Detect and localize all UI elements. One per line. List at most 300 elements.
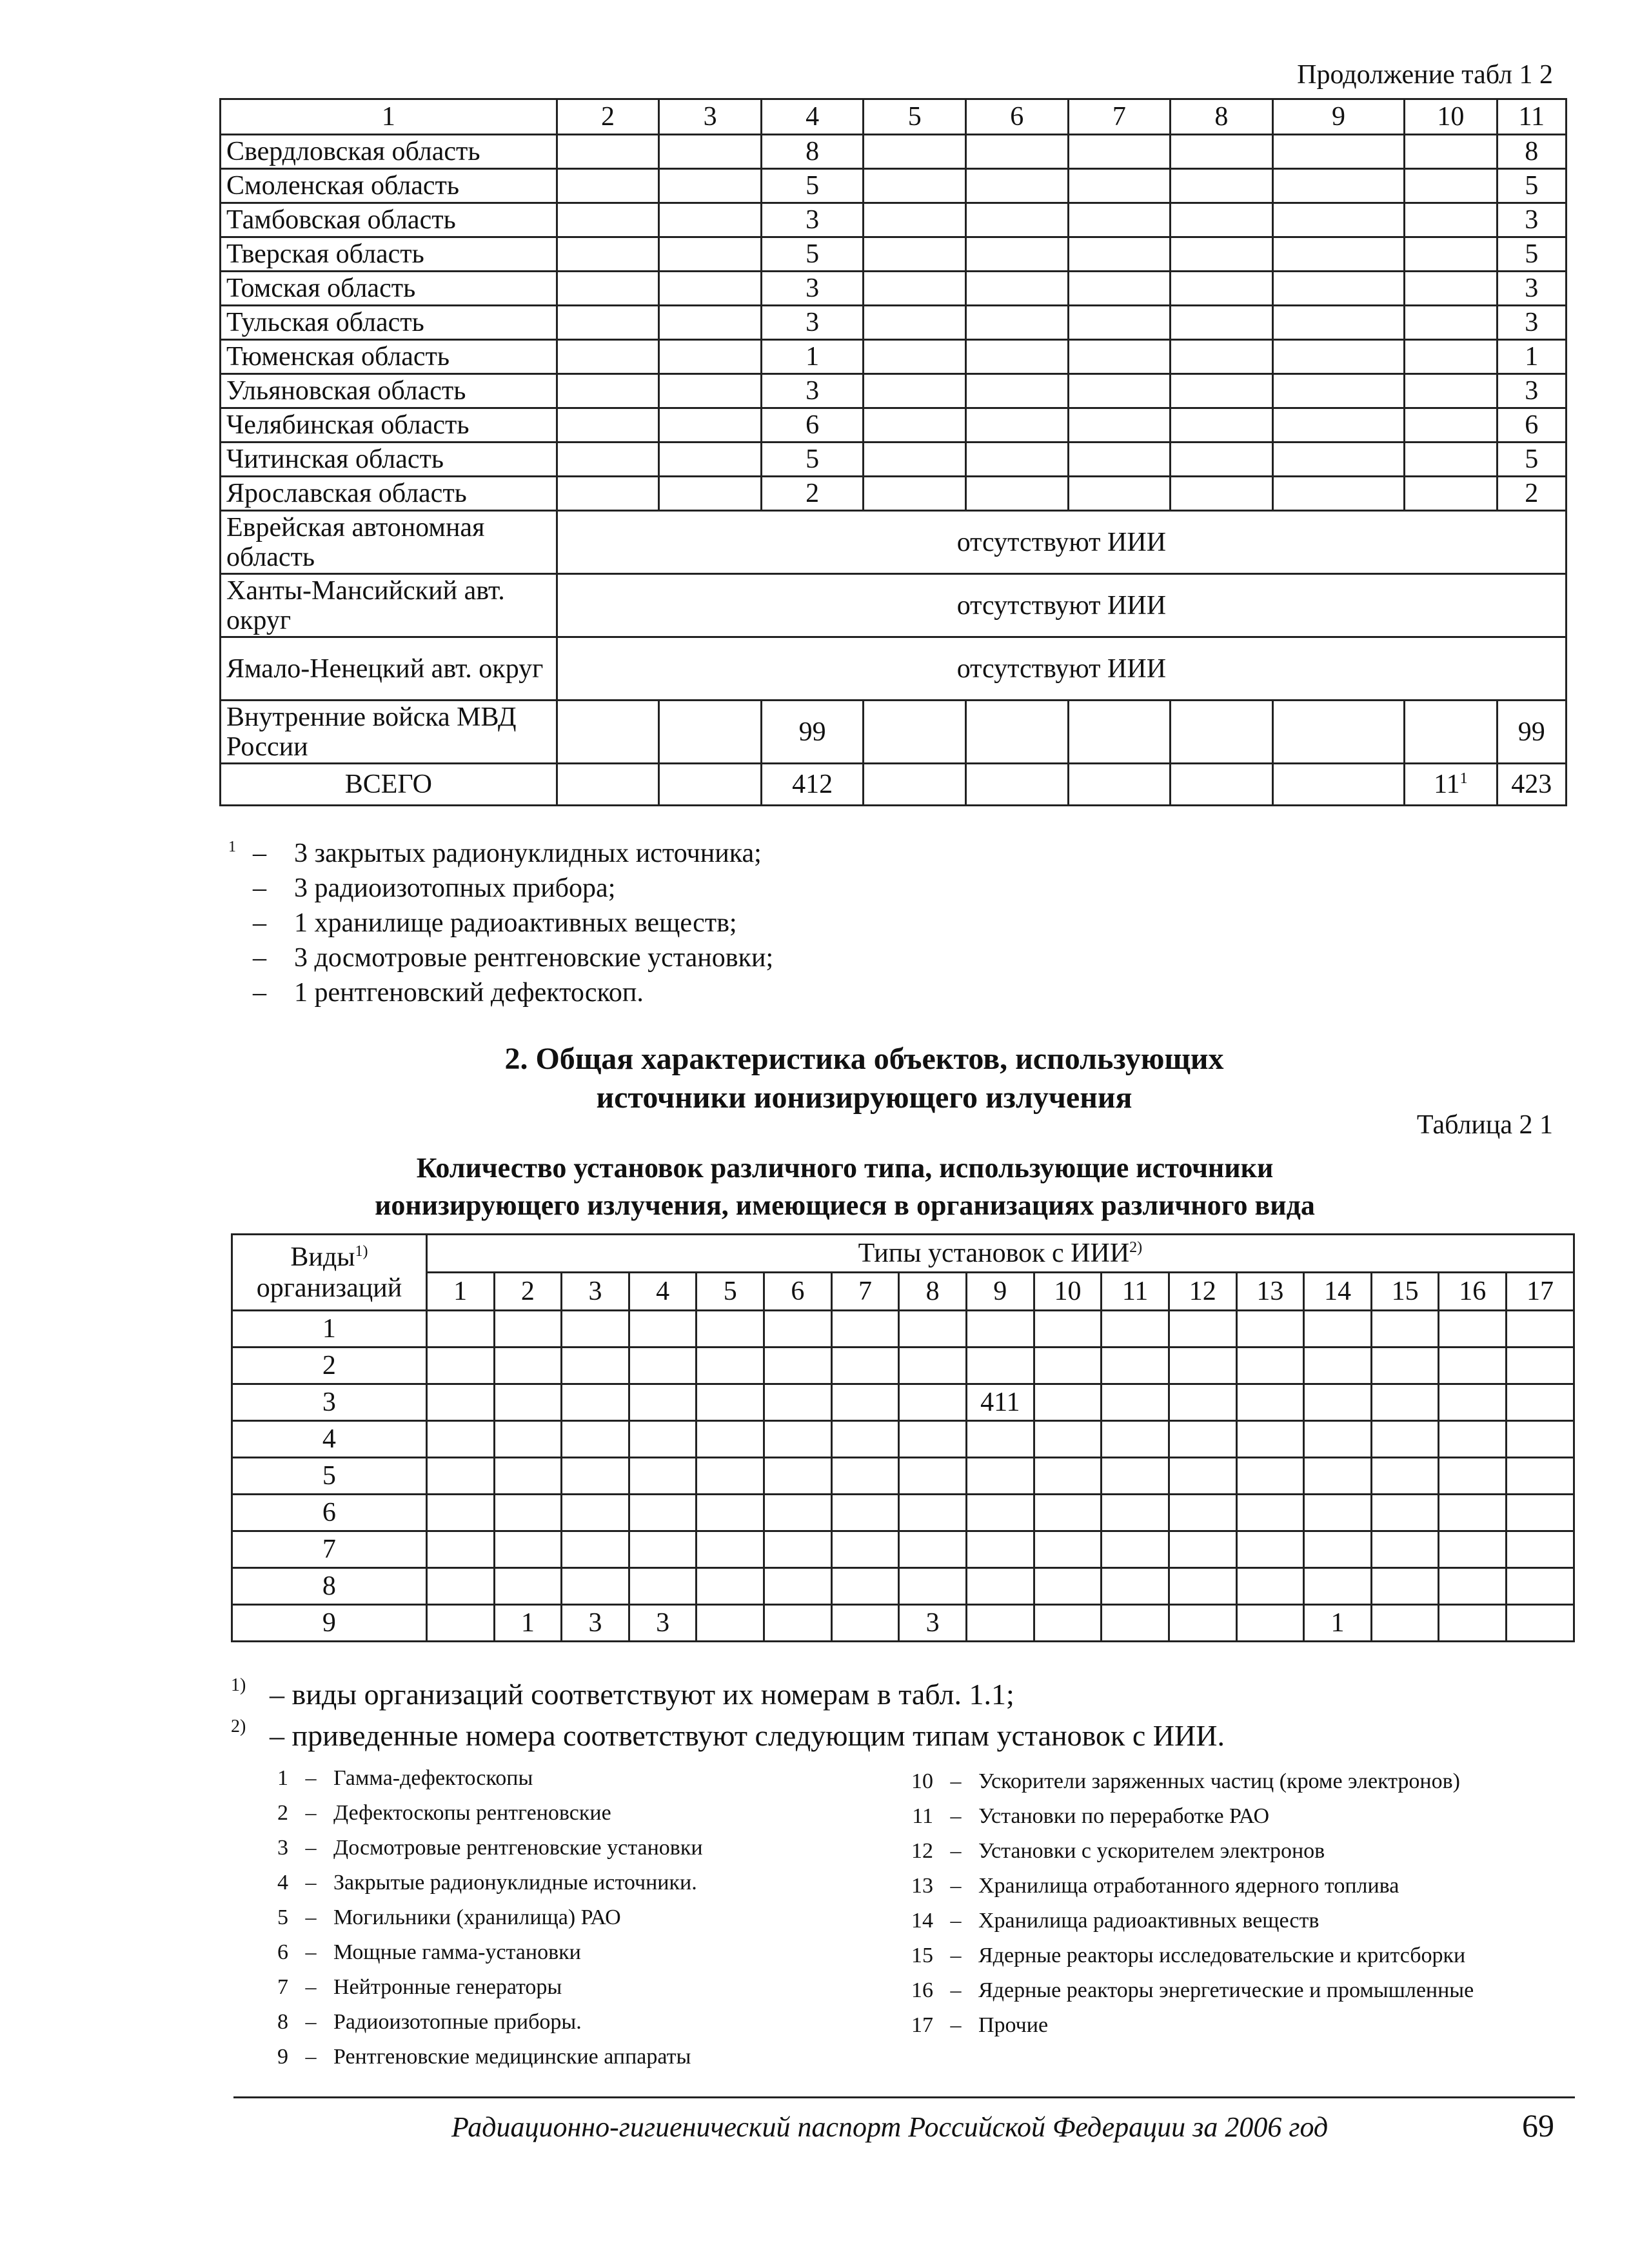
org-type-cell: 5 [232, 1458, 427, 1495]
count-cell [1169, 1348, 1236, 1384]
table-row [221, 477, 1567, 511]
count-cell [899, 1348, 967, 1384]
org-type-cell: 7 [232, 1531, 427, 1568]
count-cell [1169, 1458, 1236, 1495]
count-cell [629, 1531, 697, 1568]
legend-text: Прочие [978, 2013, 1049, 2037]
legend-number: 1 [277, 1766, 288, 1790]
count-cell [562, 1384, 629, 1421]
legend-text: Радиоизотопные приборы. [333, 2010, 582, 2034]
count-cell [697, 1311, 764, 1348]
value-cell: 6 [1497, 408, 1567, 443]
value-cell [1068, 169, 1171, 203]
legend-number: 12 [911, 1839, 933, 1863]
region-name-cell: Смоленская область [221, 169, 557, 203]
count-cell [966, 1421, 1034, 1458]
value-cell [1068, 443, 1171, 477]
value-cell [1405, 408, 1497, 443]
legend-number: 16 [911, 1978, 933, 2002]
legend-item [255, 1831, 703, 1865]
value-cell [557, 443, 659, 477]
value-cell [1272, 135, 1405, 169]
legend-text: Ядерные реакторы исследовательские и критсборки [978, 1944, 1466, 1967]
legend-text: Рентгеновские медицинские аппараты [333, 2045, 691, 2069]
count-cell [764, 1348, 832, 1384]
legend-dash: – [950, 1978, 962, 2002]
region-name-cell: Ханты-Мансийский авт. округ [221, 574, 557, 637]
value-cell [1171, 764, 1273, 806]
footer-rule [233, 2096, 1575, 2098]
value-cell [1068, 340, 1171, 374]
legend-number: 11 [912, 1804, 933, 1828]
count-cell [1439, 1421, 1507, 1458]
value-cell [1272, 408, 1405, 443]
count-cell [494, 1458, 562, 1495]
org-type-cell: 2 [232, 1348, 427, 1384]
value-cell [864, 443, 966, 477]
region-name-cell: Тамбовская область [221, 203, 557, 237]
table-2-1-footnotes [231, 1674, 1225, 1756]
count-cell [966, 1348, 1034, 1384]
column-header: 9 [1272, 99, 1405, 135]
column-header: 2 [557, 99, 659, 135]
section-title [0, 1040, 1651, 1117]
count-cell [1439, 1311, 1507, 1348]
count-cell [562, 1348, 629, 1384]
type-number-header: 17 [1507, 1273, 1574, 1311]
legend-item [255, 1761, 703, 1796]
table-2-1 [231, 1233, 1575, 1642]
value-cell: 2 [761, 477, 864, 511]
region-name-cell: Томская область [221, 272, 557, 306]
value-cell [659, 203, 762, 237]
count-cell [1102, 1421, 1169, 1458]
table-row [221, 306, 1567, 340]
table-2-1-caption [0, 1149, 1651, 1224]
value-cell: 99 [761, 701, 864, 764]
count-cell [1371, 1458, 1439, 1495]
legend-item [900, 1938, 1474, 1973]
legend-text: Ядерные реакторы энергетические и промышленные [978, 1978, 1474, 2002]
value-cell [557, 169, 659, 203]
value-cell [557, 237, 659, 272]
value-cell [1405, 135, 1497, 169]
count-cell [562, 1311, 629, 1348]
table-row [232, 1531, 1574, 1568]
type-number-header: 4 [629, 1273, 697, 1311]
legend-dash: – [950, 1839, 962, 1863]
value-cell [1272, 374, 1405, 408]
type-number-header: 13 [1236, 1273, 1304, 1311]
count-cell [831, 1531, 899, 1568]
count-cell: 1 [1304, 1605, 1372, 1642]
count-cell [1507, 1605, 1574, 1642]
count-cell [1304, 1458, 1372, 1495]
legend-dash: – [950, 2013, 962, 2037]
count-cell [697, 1495, 764, 1531]
count-cell [629, 1421, 697, 1458]
table-row [232, 1421, 1574, 1458]
value-cell [966, 443, 1069, 477]
type-number-header: 11 [1102, 1273, 1169, 1311]
dash-mark: – [253, 873, 266, 903]
table-row [221, 169, 1567, 203]
legend-number: 15 [911, 1944, 933, 1967]
legend-number: 3 [277, 1836, 288, 1860]
value-cell [1068, 203, 1171, 237]
region-name-cell: Свердловская область [221, 135, 557, 169]
value-cell [1171, 477, 1273, 511]
footnote-item-text: 3 досмотровые рентгеновские установки; [294, 943, 774, 973]
legend-text: Могильники (хранилища) РАО [333, 1905, 621, 1929]
value-cell [557, 135, 659, 169]
absent-sources-cell: отсутствуют ИИИ [557, 574, 1566, 637]
value-cell [864, 306, 966, 340]
value-cell [966, 477, 1069, 511]
table-row [221, 340, 1567, 374]
legend-number: 14 [911, 1909, 933, 1933]
count-cell [562, 1421, 629, 1458]
value-cell [1171, 306, 1273, 340]
count-cell [1304, 1568, 1372, 1605]
count-cell [1304, 1348, 1372, 1384]
dash-mark: – [253, 908, 266, 938]
count-cell [1439, 1384, 1507, 1421]
legend-text: Хранилища радиоактивных веществ [978, 1909, 1320, 1933]
table-row [232, 1495, 1574, 1531]
count-cell [1507, 1421, 1574, 1458]
count-cell [899, 1568, 967, 1605]
column-header: 3 [659, 99, 762, 135]
value-cell [1171, 272, 1273, 306]
count-cell [697, 1531, 764, 1568]
count-cell [629, 1384, 697, 1421]
count-cell [831, 1421, 899, 1458]
count-cell [629, 1568, 697, 1605]
count-cell [494, 1495, 562, 1531]
legend-text: Установки с ускорителем электронов [978, 1839, 1325, 1863]
count-cell [1304, 1421, 1372, 1458]
count-cell [426, 1311, 494, 1348]
value-cell [1171, 374, 1273, 408]
count-cell [1371, 1421, 1439, 1458]
count-cell [1169, 1421, 1236, 1458]
count-cell [1236, 1605, 1304, 1642]
value-cell [659, 340, 762, 374]
count-cell [1102, 1458, 1169, 1495]
count-cell [697, 1421, 764, 1458]
count-cell [831, 1384, 899, 1421]
dash-mark: – [253, 839, 266, 868]
count-cell [966, 1605, 1034, 1642]
footnote-ref: 1) [355, 1242, 368, 1260]
count-cell [426, 1384, 494, 1421]
total-value-cell [1405, 764, 1497, 806]
count-cell [966, 1311, 1034, 1348]
table-row [232, 1568, 1574, 1605]
count-cell [764, 1458, 832, 1495]
region-name-cell: Тюменская область [221, 340, 557, 374]
legend-item [900, 1869, 1474, 1904]
count-cell [697, 1384, 764, 1421]
table-row [232, 1348, 1574, 1384]
count-cell [764, 1531, 832, 1568]
count-cell [697, 1348, 764, 1384]
count-cell [1439, 1495, 1507, 1531]
count-cell [764, 1421, 832, 1458]
org-type-cell: 1 [232, 1311, 427, 1348]
count-cell [764, 1605, 832, 1642]
legend-dash: – [305, 1975, 317, 1999]
legend-dash: – [305, 2045, 317, 2069]
count-cell [1439, 1348, 1507, 1384]
value-cell [1272, 764, 1405, 806]
count-cell [1102, 1605, 1169, 1642]
column-header: 1 [221, 99, 557, 135]
count-cell [697, 1568, 764, 1605]
legend-item [255, 1900, 703, 1935]
value-cell: 3 [761, 374, 864, 408]
value-cell: 1 [1497, 340, 1567, 374]
value-cell [659, 477, 762, 511]
value-cell [1405, 169, 1497, 203]
value-cell: 6 [761, 408, 864, 443]
value-cell [966, 701, 1069, 764]
count-cell [426, 1568, 494, 1605]
value-cell [1405, 203, 1497, 237]
legend-dash: – [950, 1769, 962, 1793]
count-cell [764, 1495, 832, 1531]
value-cell [966, 764, 1069, 806]
legend-number: 13 [911, 1874, 933, 1898]
count-cell [1439, 1605, 1507, 1642]
value-cell [1171, 443, 1273, 477]
column-header: 6 [966, 99, 1069, 135]
column-header: 10 [1405, 99, 1497, 135]
count-cell [1371, 1311, 1439, 1348]
count-cell [831, 1348, 899, 1384]
column-header: 5 [864, 99, 966, 135]
value-cell: 5 [1497, 169, 1567, 203]
count-cell [629, 1348, 697, 1384]
count-cell [1371, 1384, 1439, 1421]
value-cell: 1 [761, 340, 864, 374]
total-value-cell: 412 [761, 764, 864, 806]
count-cell: 3 [629, 1605, 697, 1642]
table-row [232, 1605, 1574, 1642]
footnote-item [231, 906, 773, 940]
count-cell [1439, 1568, 1507, 1605]
count-cell [1507, 1568, 1574, 1605]
legend-text: Ускорители заряженных частиц (кроме электронов) [978, 1769, 1460, 1793]
count-cell [1304, 1495, 1372, 1531]
total-label-cell: ВСЕГО [221, 764, 557, 806]
value-cell [1405, 701, 1497, 764]
org-type-cell: 4 [232, 1421, 427, 1458]
legend-dash: – [305, 1836, 317, 1860]
column-header: 4 [761, 99, 864, 135]
region-name-cell: Тверская область [221, 237, 557, 272]
region-name-cell: Ямало-Ненецкий авт. округ [221, 637, 557, 701]
count-cell [629, 1495, 697, 1531]
count-cell [899, 1384, 967, 1421]
value-cell [966, 169, 1069, 203]
type-number-header: 8 [899, 1273, 967, 1311]
legend-item [900, 2008, 1474, 2043]
legend-number: 8 [277, 2010, 288, 2034]
count-cell [1371, 1605, 1439, 1642]
region-name-cell: Челябинская область [221, 408, 557, 443]
legend-dash: – [305, 1766, 317, 1790]
table-2-1-caption-line-2: ионизирующего излучения, имеющиеся в организациях различного вида [375, 1189, 1315, 1221]
legend-number: 6 [277, 1940, 288, 1964]
value-cell: 3 [761, 306, 864, 340]
type-number-header: 6 [764, 1273, 832, 1311]
count-cell [494, 1384, 562, 1421]
count-cell [1236, 1495, 1304, 1531]
org-type-header-line-2: организаций [256, 1273, 402, 1303]
region-name-cell: Тульская область [221, 306, 557, 340]
count-cell [966, 1458, 1034, 1495]
table-header-row [232, 1235, 1574, 1273]
section-title-line-2: источники ионизирующего излучения [596, 1080, 1132, 1115]
count-cell [1034, 1605, 1102, 1642]
legend-left-column [255, 1761, 703, 2074]
table-total-row [221, 764, 1567, 806]
value-cell [966, 272, 1069, 306]
type-number-header: 3 [562, 1273, 629, 1311]
org-type-cell: 6 [232, 1495, 427, 1531]
count-cell [764, 1384, 832, 1421]
value-cell [966, 306, 1069, 340]
count-cell [494, 1348, 562, 1384]
value-cell: 3 [1497, 374, 1567, 408]
table-row [221, 203, 1567, 237]
table-row [232, 1311, 1574, 1348]
footnote-item [228, 836, 773, 871]
count-cell: 1 [494, 1605, 562, 1642]
value-cell [864, 340, 966, 374]
legend-item [255, 2005, 703, 2040]
count-cell [1236, 1348, 1304, 1384]
count-cell [1236, 1458, 1304, 1495]
count-cell [562, 1568, 629, 1605]
region-name-cell: Внутренние войска МВД России [221, 701, 557, 764]
value-cell [1405, 374, 1497, 408]
value-cell [966, 374, 1069, 408]
value-cell: 3 [1497, 272, 1567, 306]
region-name-cell: Еврейская автономная область [221, 511, 557, 574]
value-cell [864, 764, 966, 806]
count-cell [1507, 1311, 1574, 1348]
count-cell [1169, 1384, 1236, 1421]
absent-sources-cell: отсутствуют ИИИ [557, 637, 1566, 701]
value-cell [1068, 408, 1171, 443]
legend-text: Закрытые радионуклидные источники. [333, 1871, 697, 1895]
value-cell [557, 764, 659, 806]
value-cell [1405, 272, 1497, 306]
legend-item [255, 1865, 703, 1900]
value-cell [557, 477, 659, 511]
value-cell [1068, 701, 1171, 764]
legend-item [900, 1764, 1474, 1799]
table-row [221, 701, 1567, 764]
value-cell [1171, 701, 1273, 764]
value-cell [557, 408, 659, 443]
count-cell [426, 1495, 494, 1531]
value-cell [659, 237, 762, 272]
value-cell [1171, 408, 1273, 443]
value-cell [1068, 272, 1171, 306]
count-cell [764, 1311, 832, 1348]
value-cell [1171, 135, 1273, 169]
count-cell [1304, 1311, 1372, 1348]
type-number-header: 10 [1034, 1273, 1102, 1311]
legend-dash: – [305, 2010, 317, 2034]
table-row [221, 272, 1567, 306]
count-cell [1169, 1531, 1236, 1568]
value-cell [1171, 203, 1273, 237]
table-row [221, 237, 1567, 272]
value-cell [1405, 306, 1497, 340]
org-type-cell: 9 [232, 1605, 427, 1642]
type-number-header: 7 [831, 1273, 899, 1311]
value-cell [1068, 374, 1171, 408]
column-header: 8 [1171, 99, 1273, 135]
count-cell [1507, 1495, 1574, 1531]
footnote-ref: 1 [1459, 770, 1468, 787]
value-cell [659, 374, 762, 408]
value-cell [659, 764, 762, 806]
count-cell [1102, 1311, 1169, 1348]
value-cell: 3 [1497, 306, 1567, 340]
footnote-1-text: – виды организаций соответствуют их номерам в табл. 1.1; [270, 1678, 1014, 1711]
count-cell [1034, 1311, 1102, 1348]
count-cell [426, 1458, 494, 1495]
count-cell [966, 1495, 1034, 1531]
footnote-2-marker: 2) [231, 1716, 246, 1736]
value-cell [1405, 443, 1497, 477]
dash-mark: – [253, 978, 266, 1008]
count-cell [426, 1348, 494, 1384]
legend-dash: – [305, 1871, 317, 1895]
value-cell: 3 [761, 272, 864, 306]
value-cell [966, 135, 1069, 169]
count-cell [697, 1458, 764, 1495]
count-cell [1507, 1531, 1574, 1568]
region-name-cell: Ульяновская область [221, 374, 557, 408]
count-cell [426, 1421, 494, 1458]
value-cell: 5 [1497, 237, 1567, 272]
count-cell [697, 1605, 764, 1642]
table-continuation-caption: Продолжение табл 1 2 [1297, 60, 1553, 90]
count-cell [899, 1458, 967, 1495]
installation-types-header-text: Типы установок с ИИИ [858, 1238, 1130, 1268]
footnote-item-text: 1 хранилище радиоактивных веществ; [294, 908, 737, 938]
legend-dash: – [950, 1944, 962, 1967]
value-cell [864, 272, 966, 306]
table-1-2 [219, 98, 1567, 806]
value-cell: 5 [761, 169, 864, 203]
count-cell [1102, 1568, 1169, 1605]
value-cell [659, 306, 762, 340]
legend-dash: – [305, 1905, 317, 1929]
value-cell [966, 340, 1069, 374]
legend-dash: – [305, 1801, 317, 1825]
type-number-header: 16 [1439, 1273, 1507, 1311]
value-cell: 99 [1497, 701, 1567, 764]
count-cell [1439, 1458, 1507, 1495]
